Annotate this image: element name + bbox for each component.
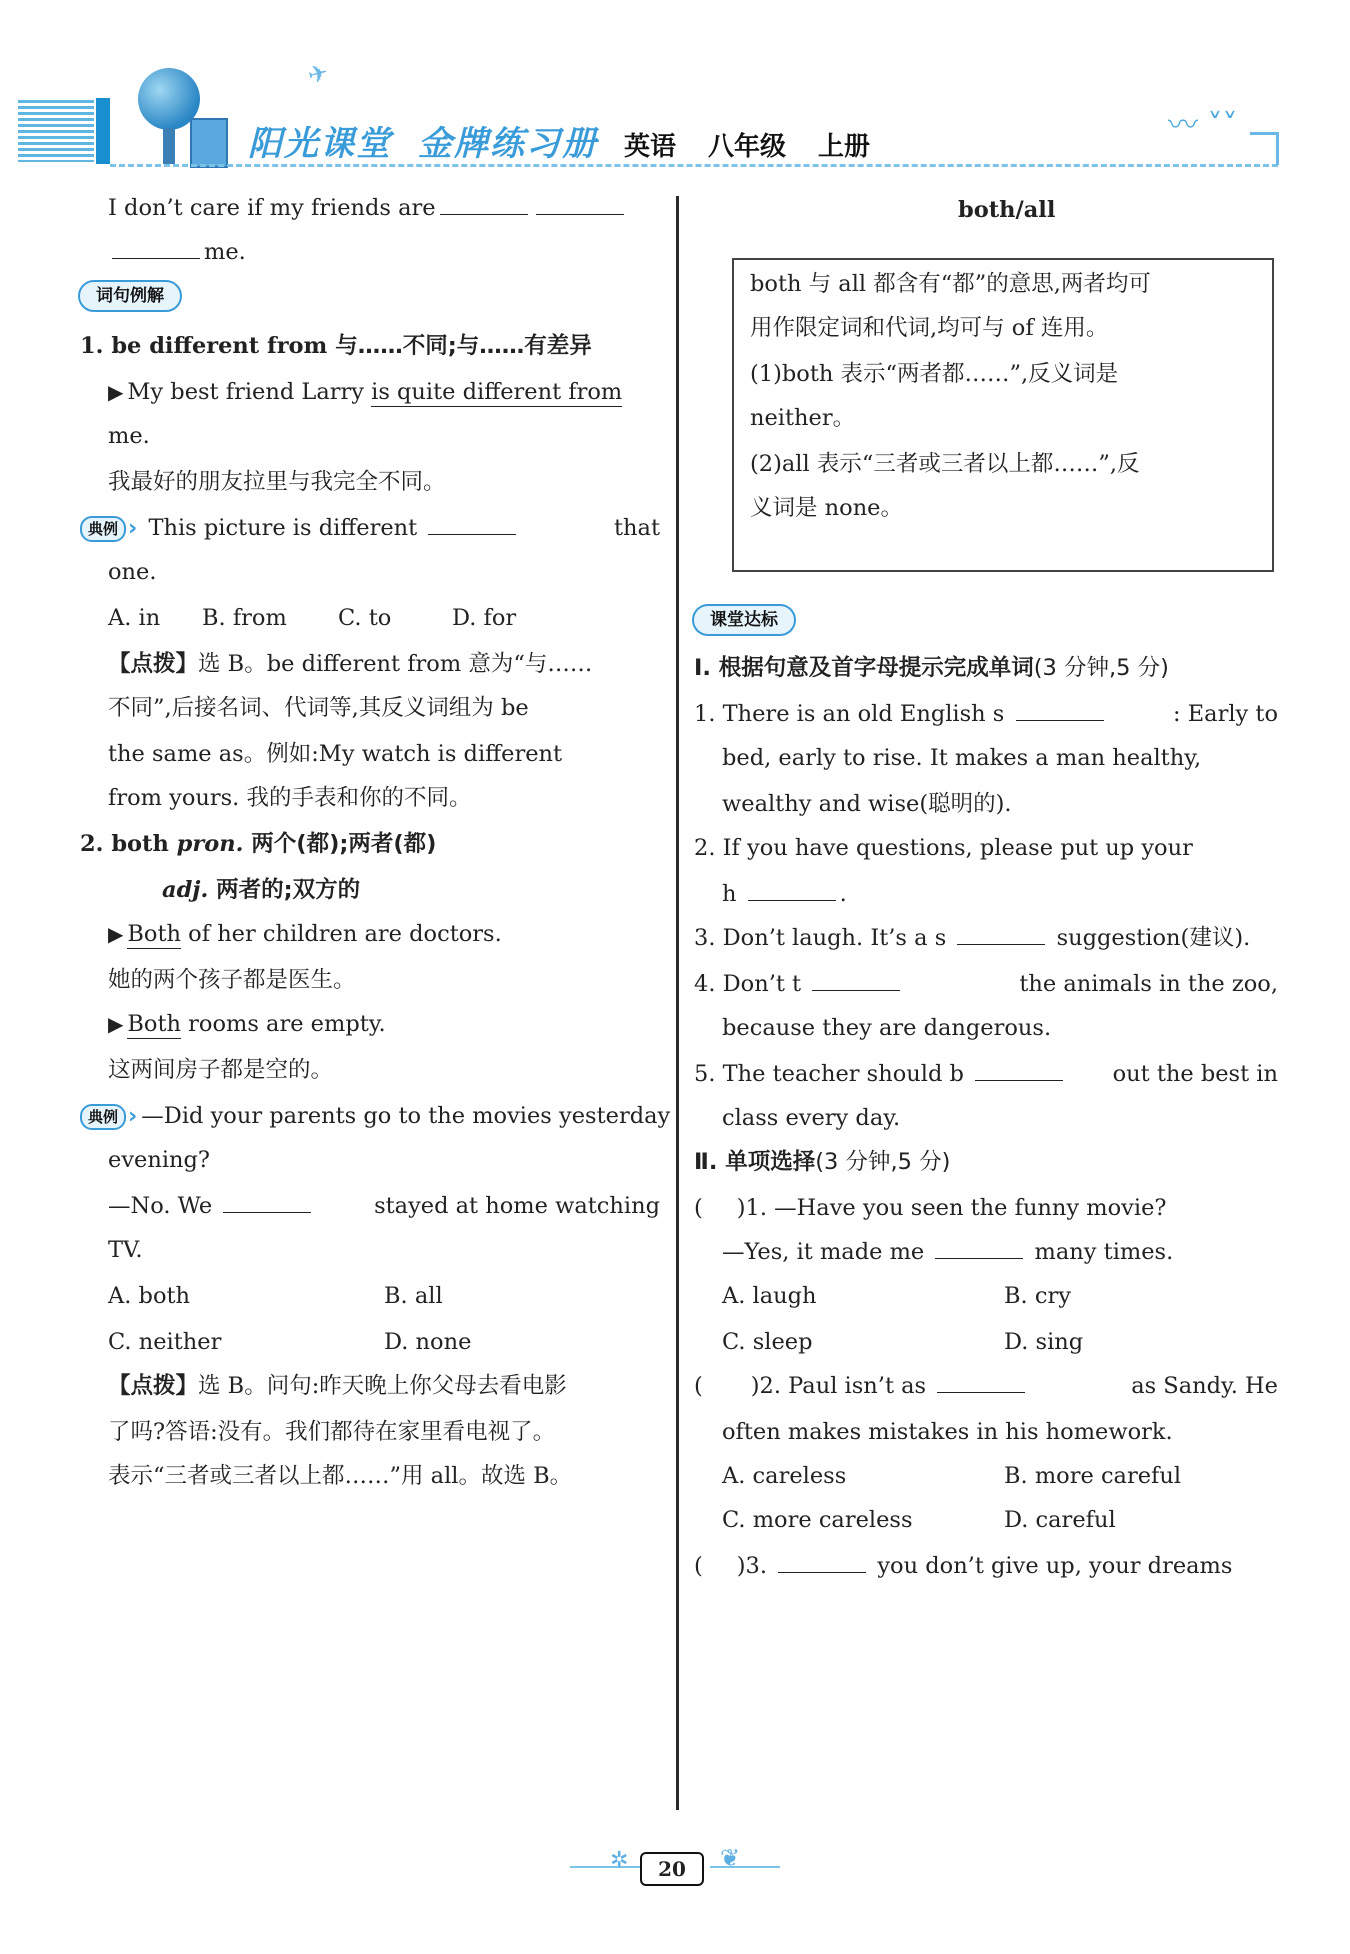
tip2-line: 【点拨】选 B。问句:昨天晚上你父母去看电影 [108,1373,567,1399]
question-1: 1. There is an old English s : Early to [694,701,1278,727]
option: A. both [108,1283,191,1309]
item2-title: 2. both pron. 两个(都);两者(都) [80,831,437,857]
birds-icon: 〰 ˅˅ [1168,108,1238,143]
option: B. more careful [1004,1463,1182,1489]
paper-plane-icon: ✈ [304,57,332,91]
option: C. neither [108,1329,222,1355]
triangle-bullet-icon: ▶ [108,922,124,946]
item2-example1: ▶ Both of her children are doctors. [108,921,502,947]
note-line: 用作限定词和代词,均可与 of 连用。 [750,315,1109,341]
option: D. sing [1004,1329,1084,1355]
example2-question: 典例 › —Did your parents go to the movies yesterday [80,1100,670,1132]
example2-answer: —No. We stayed at home watching [108,1193,660,1219]
tip1-line: from yours. 我的手表和你的不同。 [108,785,472,811]
text-line: bed, early to rise. It makes a man healthy, [722,745,1202,771]
star-icon: ✲ [610,1848,629,1873]
chevron-right-icon: › [128,1103,138,1129]
example-tag: 典例 [80,1104,126,1130]
note-line: 义词是 none。 [750,495,903,521]
note-line: (2)all 表示“三者或三者以上都……”,反 [750,451,1140,477]
page-header [18,57,1280,170]
note-line: neither。 [750,405,856,431]
item1-translation: 我最好的朋友拉里与我完全不同。 [108,469,446,495]
text-line: evening? [108,1147,210,1173]
option: A. laugh [722,1283,817,1309]
question-2: 2. If you have questions, please put up your [694,835,1193,861]
text-line: I don’t care if my friends are [108,192,628,224]
subject-label: 英语 [624,132,677,162]
option: C. to [338,605,392,631]
text-line: one. [108,559,157,585]
text-line: h . [722,881,847,907]
example1-question: 典例 › This picture is different that [80,512,660,544]
chevron-right-icon: › [128,515,138,541]
note-title: both/all [958,197,1056,223]
column-divider [676,196,679,1810]
books-icon [190,118,228,168]
tip1-line: 【点拨】选 B。be different from 意为“与…… [108,651,593,677]
tip2-line: 了吗?答语:没有。我们都待在家里看电视了。 [108,1419,556,1445]
triangle-bullet-icon: ▶ [108,380,124,404]
mc-question-3: ( )3. you don’t give up, your dreams [694,1553,1233,1579]
item2-title-adj: adj. 两者的;双方的 [162,877,361,903]
palm-tree-icon: ❦ [720,1844,741,1872]
volume-label: 上册 [818,132,871,162]
option: A. in [108,605,161,631]
tip2-line: 表示“三者或三者以上都……”用 all。故选 B。 [108,1463,573,1489]
item2-example2: ▶ Both rooms are empty. [108,1011,386,1037]
note-box [732,258,1274,572]
header-block-decoration [96,98,110,164]
text-line: me. [108,236,246,268]
triangle-bullet-icon: ▶ [108,1012,124,1036]
page-number: 20 [640,1852,704,1886]
item1-example: ▶ My best friend Larry is quite different from [108,379,623,405]
mc-question-2: ( )2. Paul isn’t as as Sandy. He [694,1373,1278,1399]
grade-label: 八年级 [708,132,787,162]
text-line: —Yes, it made me many times. [722,1239,1174,1265]
text-line: wealthy and wise(聪明的). [722,791,1012,817]
example-tag: 典例 [80,516,126,542]
header-dashed-line [110,164,1278,167]
item2-translation1: 她的两个孩子都是医生。 [108,967,356,993]
note-line: (1)both 表示“两者都……”,反义词是 [750,361,1119,387]
text-line: me. [108,423,150,449]
text-line: class every day. [722,1105,901,1131]
option: B. from [202,605,287,631]
question-3: 3. Don’t laugh. It’s a s suggestion(建议). [694,925,1251,951]
section-tag-practice: 课堂达标 [692,604,796,636]
series-title-part2: 金牌练习册 [418,124,598,164]
tip1-line: 不同”,后接名词、代词等,其反义词组为 be [108,695,529,721]
option: D. for [452,605,517,631]
option: D. none [384,1329,472,1355]
item1-title: 1. be different from 与……不同;与……有差异 [80,333,592,359]
series-title-part1: 阳光课堂 [248,124,392,164]
text-line: because they are dangerous. [722,1015,1052,1041]
footer-line-left [570,1866,640,1868]
header-corner-decoration [1250,132,1279,165]
header-stripe-decoration [18,100,94,162]
option: C. more careless [722,1507,913,1533]
book-meta [624,126,902,163]
option: C. sleep [722,1329,813,1355]
question-4: 4. Don’t t the animals in the zoo, [694,971,1278,997]
item2-translation2: 这两间房子都是空的。 [108,1057,334,1083]
part1-title: Ⅰ. 根据句意及首字母提示完成单词(3 分钟,5 分) [694,655,1169,681]
option: B. cry [1004,1283,1071,1309]
mc-question-1: ( )1. —Have you seen the funny movie? [694,1195,1167,1221]
globe-stand-decoration [163,128,175,164]
text-line: TV. [108,1237,143,1263]
section-tag-examples: 词句例解 [78,280,182,312]
note-line: both 与 all 都含有“都”的意思,两者均可 [750,271,1151,297]
option: B. all [384,1283,443,1309]
tip1-line: the same as。例如:My watch is different [108,741,563,767]
option: A. careless [722,1463,847,1489]
part2-title: Ⅱ. 单项选择(3 分钟,5 分) [694,1149,951,1175]
question-5: 5. The teacher should b out the best in [694,1061,1278,1087]
option: D. careful [1004,1507,1116,1533]
text-line: often makes mistakes in his homework. [722,1419,1173,1445]
